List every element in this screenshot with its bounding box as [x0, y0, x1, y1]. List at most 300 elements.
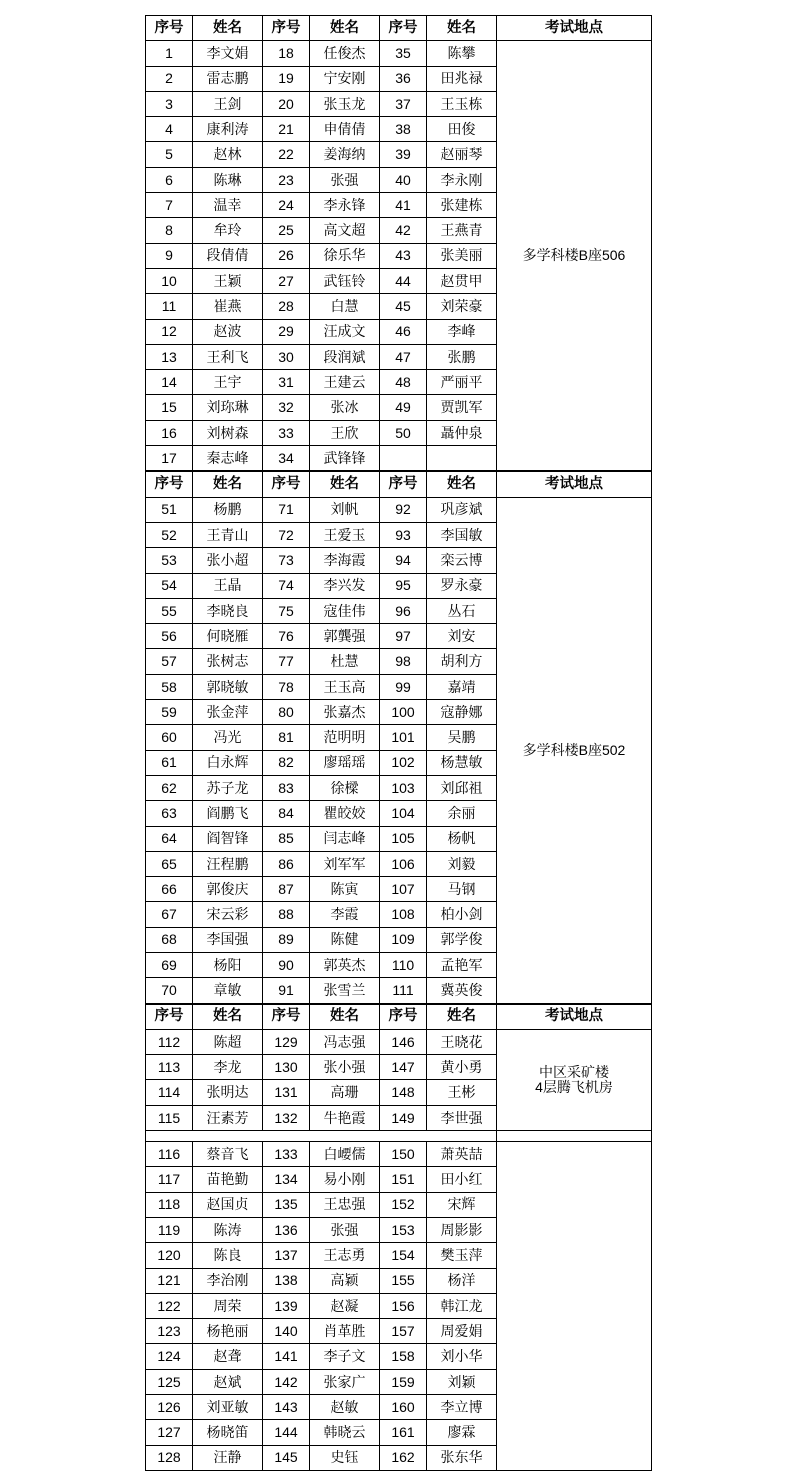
- cell-index: 45: [380, 294, 427, 319]
- cell-index: 78: [263, 674, 310, 699]
- cell-name: [427, 446, 497, 471]
- cell-name: 李永刚: [427, 167, 497, 192]
- cell-index: 155: [380, 1268, 427, 1293]
- cell-name: 杨洋: [427, 1268, 497, 1293]
- cell-index: 26: [263, 243, 310, 268]
- cell-name: 李治刚: [193, 1268, 263, 1293]
- cell-name: 嘉靖: [427, 674, 497, 699]
- cell-index: 131: [263, 1080, 310, 1105]
- cell-index: 134: [263, 1167, 310, 1192]
- cell-index: 69: [146, 952, 193, 977]
- cell-name: 范明明: [310, 725, 380, 750]
- cell-index: 72: [263, 522, 310, 547]
- cell-name: 蔡音飞: [193, 1142, 263, 1167]
- cell-name: 李峰: [427, 319, 497, 344]
- cell-name: 任俊杰: [310, 41, 380, 66]
- cell-name: 张嘉杰: [310, 700, 380, 725]
- cell-index: 120: [146, 1243, 193, 1268]
- cell-index: 136: [263, 1217, 310, 1242]
- cell-index: 105: [380, 826, 427, 851]
- cell-index: 43: [380, 243, 427, 268]
- cell-index: 35: [380, 41, 427, 66]
- cell-index: 119: [146, 1217, 193, 1242]
- cell-name: 雷志鹏: [193, 66, 263, 91]
- cell-name: 李永锋: [310, 193, 380, 218]
- cell-name: 赵国贞: [193, 1192, 263, 1217]
- header-index: 序号: [146, 1004, 193, 1029]
- cell-name: 王志勇: [310, 1243, 380, 1268]
- cell-name: 周荣: [193, 1293, 263, 1318]
- cell-index: [380, 446, 427, 471]
- cell-index: 48: [380, 370, 427, 395]
- cell-index: 122: [146, 1293, 193, 1318]
- cell-index: 133: [263, 1142, 310, 1167]
- cell-index: 103: [380, 775, 427, 800]
- cell-index: 106: [380, 851, 427, 876]
- cell-name: 汪成文: [310, 319, 380, 344]
- cell-name: 寇佳伟: [310, 598, 380, 623]
- cell-index: 90: [263, 952, 310, 977]
- table-row: [146, 41, 652, 66]
- cell-index: 25: [263, 218, 310, 243]
- cell-index: 17: [146, 446, 193, 471]
- cell-name: 冯光: [193, 725, 263, 750]
- cell-name: 刘荣豪: [427, 294, 497, 319]
- cell-index: 34: [263, 446, 310, 471]
- cell-index: 135: [263, 1192, 310, 1217]
- cell-name: 闫志峰: [310, 826, 380, 851]
- cell-index: 156: [380, 1293, 427, 1318]
- cell-index: 57: [146, 649, 193, 674]
- cell-name: 孟艳军: [427, 952, 497, 977]
- cell-index: 138: [263, 1268, 310, 1293]
- cell-name: 李国强: [193, 927, 263, 952]
- cell-name: 马钢: [427, 877, 497, 902]
- cell-name: 王爱玉: [310, 522, 380, 547]
- cell-name: 秦志峰: [193, 446, 263, 471]
- table-row: [146, 1142, 652, 1167]
- cell-index: 147: [380, 1055, 427, 1080]
- spacer-cell: [380, 1131, 427, 1142]
- cell-name: 寇静娜: [427, 700, 497, 725]
- cell-name: 李世强: [427, 1105, 497, 1130]
- cell-index: 93: [380, 522, 427, 547]
- cell-index: 44: [380, 268, 427, 293]
- cell-index: 146: [380, 1029, 427, 1054]
- header-index: 序号: [263, 472, 310, 497]
- cell-index: 108: [380, 902, 427, 927]
- cell-name: 胡利方: [427, 649, 497, 674]
- header-index: 序号: [380, 1004, 427, 1029]
- cell-name: 刘安: [427, 624, 497, 649]
- cell-index: 62: [146, 775, 193, 800]
- cell-name: 陈良: [193, 1243, 263, 1268]
- cell-index: 150: [380, 1142, 427, 1167]
- cell-name: 刘颖: [427, 1369, 497, 1394]
- cell-index: 118: [146, 1192, 193, 1217]
- cell-name: 李兴发: [310, 573, 380, 598]
- spacer-cell: [263, 1131, 310, 1142]
- cell-name: 徐乐华: [310, 243, 380, 268]
- cell-index: 124: [146, 1344, 193, 1369]
- spacer-cell: [193, 1131, 263, 1142]
- header-index: 序号: [146, 472, 193, 497]
- cell-index: 75: [263, 598, 310, 623]
- cell-name: 张鹏: [427, 344, 497, 369]
- cell-name: 刘亚敏: [193, 1395, 263, 1420]
- cell-index: 3: [146, 91, 193, 116]
- cell-index: 104: [380, 801, 427, 826]
- cell-index: 117: [146, 1167, 193, 1192]
- cell-name: 刘军军: [310, 851, 380, 876]
- cell-index: 41: [380, 193, 427, 218]
- cell-name: 段倩倩: [193, 243, 263, 268]
- cell-name: 韩晓云: [310, 1420, 380, 1445]
- cell-name: 张东华: [427, 1445, 497, 1470]
- cell-name: 王燕青: [427, 218, 497, 243]
- cell-index: 109: [380, 927, 427, 952]
- cell-name: 杨阳: [193, 952, 263, 977]
- cell-name: 李立博: [427, 1395, 497, 1420]
- cell-name: 冯志强: [310, 1029, 380, 1054]
- cell-index: 24: [263, 193, 310, 218]
- cell-name: 张玉龙: [310, 91, 380, 116]
- cell-name: 赵聋: [193, 1344, 263, 1369]
- table-header-row: [146, 1004, 652, 1029]
- cell-index: 139: [263, 1293, 310, 1318]
- cell-name: 王玉高: [310, 674, 380, 699]
- cell-index: 158: [380, 1344, 427, 1369]
- cell-index: 66: [146, 877, 193, 902]
- cell-index: 68: [146, 927, 193, 952]
- cell-index: 10: [146, 268, 193, 293]
- cell-index: 112: [146, 1029, 193, 1054]
- cell-name: 崔燕: [193, 294, 263, 319]
- cell-name: 栾云博: [427, 548, 497, 573]
- cell-name: 刘珎琳: [193, 395, 263, 420]
- cell-index: 15: [146, 395, 193, 420]
- cell-index: 49: [380, 395, 427, 420]
- cell-index: 85: [263, 826, 310, 851]
- cell-index: 89: [263, 927, 310, 952]
- cell-name: 廖霖: [427, 1420, 497, 1445]
- cell-index: 111: [380, 978, 427, 1003]
- cell-name: 刘树森: [193, 420, 263, 445]
- cell-index: 102: [380, 750, 427, 775]
- cell-exam-location: [497, 1029, 652, 1130]
- cell-exam-location: [497, 41, 652, 471]
- cell-name: 李晓良: [193, 598, 263, 623]
- cell-index: 84: [263, 801, 310, 826]
- cell-index: 77: [263, 649, 310, 674]
- cell-name: 徐樑: [310, 775, 380, 800]
- cell-name: 吴鹏: [427, 725, 497, 750]
- cell-name: 陈超: [193, 1029, 263, 1054]
- cell-index: 80: [263, 700, 310, 725]
- cell-index: 140: [263, 1319, 310, 1344]
- spacer-cell: [310, 1131, 380, 1142]
- cell-name: 聶仲泉: [427, 420, 497, 445]
- cell-index: 64: [146, 826, 193, 851]
- cell-index: 47: [380, 344, 427, 369]
- cell-name: 田小红: [427, 1167, 497, 1192]
- cell-index: 153: [380, 1217, 427, 1242]
- cell-index: 99: [380, 674, 427, 699]
- cell-name: 李国敏: [427, 522, 497, 547]
- cell-index: 148: [380, 1080, 427, 1105]
- cell-name: 王晓花: [427, 1029, 497, 1054]
- cell-name: 田俊: [427, 117, 497, 142]
- cell-name: 郭英杰: [310, 952, 380, 977]
- cell-name: 李文娟: [193, 41, 263, 66]
- cell-name: 刘帆: [310, 497, 380, 522]
- cell-index: 12: [146, 319, 193, 344]
- cell-index: 9: [146, 243, 193, 268]
- cell-name: 杨晓笛: [193, 1420, 263, 1445]
- cell-name: 丛石: [427, 598, 497, 623]
- cell-name: 牟玲: [193, 218, 263, 243]
- header-name: 姓名: [310, 16, 380, 41]
- cell-name: 贾凯军: [427, 395, 497, 420]
- header-name: 姓名: [193, 1004, 263, 1029]
- cell-name: 段润斌: [310, 344, 380, 369]
- cell-index: 33: [263, 420, 310, 445]
- cell-name: 王颖: [193, 268, 263, 293]
- cell-name: 王青山: [193, 522, 263, 547]
- cell-index: 58: [146, 674, 193, 699]
- cell-name: 王建云: [310, 370, 380, 395]
- cell-index: 88: [263, 902, 310, 927]
- cell-name: 王彬: [427, 1080, 497, 1105]
- cell-name: 樊玉萍: [427, 1243, 497, 1268]
- cell-name: 瞿皎姣: [310, 801, 380, 826]
- cell-index: 13: [146, 344, 193, 369]
- header-name: 姓名: [310, 1004, 380, 1029]
- cell-index: 145: [263, 1445, 310, 1470]
- cell-index: 96: [380, 598, 427, 623]
- cell-name: 姜海纳: [310, 142, 380, 167]
- cell-index: 59: [146, 700, 193, 725]
- cell-index: 98: [380, 649, 427, 674]
- cell-name: 章敏: [193, 978, 263, 1003]
- header-name: 姓名: [427, 472, 497, 497]
- cell-index: 1: [146, 41, 193, 66]
- cell-name: 张美丽: [427, 243, 497, 268]
- cell-index: 143: [263, 1395, 310, 1420]
- cell-name: 王晶: [193, 573, 263, 598]
- cell-name: 廖瑶瑶: [310, 750, 380, 775]
- cell-index: 60: [146, 725, 193, 750]
- header-index: 序号: [380, 472, 427, 497]
- header-index: 序号: [380, 16, 427, 41]
- cell-name: 康利涛: [193, 117, 263, 142]
- cell-index: 52: [146, 522, 193, 547]
- cell-name: 张雪兰: [310, 978, 380, 1003]
- cell-index: 7: [146, 193, 193, 218]
- cell-name: 周影影: [427, 1217, 497, 1242]
- cell-name: 严丽平: [427, 370, 497, 395]
- exam-location-line: 多学科楼B座506: [522, 247, 626, 264]
- cell-name: 苏子龙: [193, 775, 263, 800]
- cell-index: 160: [380, 1395, 427, 1420]
- cell-name: 陈寅: [310, 877, 380, 902]
- table-row: [146, 497, 652, 522]
- cell-name: 柏小剑: [427, 902, 497, 927]
- cell-name: 陈健: [310, 927, 380, 952]
- header-location: 考试地点: [497, 1004, 652, 1029]
- header-index: 序号: [263, 16, 310, 41]
- cell-name: 陈攀: [427, 41, 497, 66]
- cell-name: 张强: [310, 167, 380, 192]
- cell-name: 萧英喆: [427, 1142, 497, 1167]
- cell-name: 周爱娟: [427, 1319, 497, 1344]
- cell-index: 11: [146, 294, 193, 319]
- cell-name: 郭俊庆: [193, 877, 263, 902]
- cell-index: 141: [263, 1344, 310, 1369]
- exam-location-line: 多学科楼B座502: [522, 741, 626, 758]
- cell-name: 张家广: [310, 1369, 380, 1394]
- cell-name: 张建栋: [427, 193, 497, 218]
- cell-index: 39: [380, 142, 427, 167]
- cell-index: 70: [146, 978, 193, 1003]
- cell-index: 53: [146, 548, 193, 573]
- cell-index: 56: [146, 624, 193, 649]
- cell-index: 91: [263, 978, 310, 1003]
- cell-name: 刘小华: [427, 1344, 497, 1369]
- cell-name: 李霞: [310, 902, 380, 927]
- cell-index: 63: [146, 801, 193, 826]
- cell-name: 罗永豪: [427, 573, 497, 598]
- cell-name: 赵斌: [193, 1369, 263, 1394]
- cell-name: 阎智锋: [193, 826, 263, 851]
- cell-name: 李龙: [193, 1055, 263, 1080]
- exam-block-table-2: [145, 471, 652, 1003]
- cell-index: 100: [380, 700, 427, 725]
- cell-index: 54: [146, 573, 193, 598]
- cell-name: 陈涛: [193, 1217, 263, 1242]
- cell-name: 汪素芳: [193, 1105, 263, 1130]
- cell-name: 李子文: [310, 1344, 380, 1369]
- cell-index: 18: [263, 41, 310, 66]
- cell-name: 余丽: [427, 801, 497, 826]
- cell-index: 6: [146, 167, 193, 192]
- cell-name: 王欣: [310, 420, 380, 445]
- cell-index: 23: [263, 167, 310, 192]
- exam-roster-sheet: [145, 15, 651, 1471]
- cell-index: 116: [146, 1142, 193, 1167]
- cell-name: 王宇: [193, 370, 263, 395]
- cell-index: 5: [146, 142, 193, 167]
- cell-name: 高颖: [310, 1268, 380, 1293]
- cell-index: 149: [380, 1105, 427, 1130]
- cell-name: 杨鹏: [193, 497, 263, 522]
- cell-index: 110: [380, 952, 427, 977]
- cell-name: 赵敏: [310, 1395, 380, 1420]
- cell-name: 汪静: [193, 1445, 263, 1470]
- cell-name: 牛艳霞: [310, 1105, 380, 1130]
- cell-name: 阎鹏飞: [193, 801, 263, 826]
- cell-name: 郭晓敏: [193, 674, 263, 699]
- cell-index: 46: [380, 319, 427, 344]
- cell-index: 107: [380, 877, 427, 902]
- cell-name: 王忠强: [310, 1192, 380, 1217]
- cell-index: 132: [263, 1105, 310, 1130]
- cell-index: 2: [146, 66, 193, 91]
- table-header-row: [146, 472, 652, 497]
- cell-index: 30: [263, 344, 310, 369]
- cell-index: 20: [263, 91, 310, 116]
- cell-name: 张冰: [310, 395, 380, 420]
- header-name: 姓名: [310, 472, 380, 497]
- cell-index: 55: [146, 598, 193, 623]
- spacer-cell: [427, 1131, 497, 1142]
- cell-name: 白崾儒: [310, 1142, 380, 1167]
- cell-name: 汪程鹏: [193, 851, 263, 876]
- header-name: 姓名: [193, 16, 263, 41]
- cell-index: 157: [380, 1319, 427, 1344]
- cell-name: 何晓雁: [193, 624, 263, 649]
- table-spacer-row: [146, 1131, 652, 1142]
- cell-index: 73: [263, 548, 310, 573]
- cell-index: 94: [380, 548, 427, 573]
- cell-index: 161: [380, 1420, 427, 1445]
- cell-index: 71: [263, 497, 310, 522]
- cell-name: 张明达: [193, 1080, 263, 1105]
- cell-name: 王剑: [193, 91, 263, 116]
- cell-name: 赵丽琴: [427, 142, 497, 167]
- header-name: 姓名: [193, 472, 263, 497]
- cell-index: 36: [380, 66, 427, 91]
- cell-index: 130: [263, 1055, 310, 1080]
- cell-index: 76: [263, 624, 310, 649]
- cell-index: 67: [146, 902, 193, 927]
- cell-name: 申倩倩: [310, 117, 380, 142]
- cell-name: 肖革胜: [310, 1319, 380, 1344]
- cell-index: 82: [263, 750, 310, 775]
- spacer-cell: [146, 1131, 193, 1142]
- cell-name: 张小超: [193, 548, 263, 573]
- cell-index: 114: [146, 1080, 193, 1105]
- cell-name: 杨艳丽: [193, 1319, 263, 1344]
- header-location: 考试地点: [497, 16, 652, 41]
- cell-name: 高文超: [310, 218, 380, 243]
- cell-index: 16: [146, 420, 193, 445]
- spacer-cell-location: [497, 1131, 652, 1142]
- cell-name: 宁安刚: [310, 66, 380, 91]
- header-location: 考试地点: [497, 472, 652, 497]
- cell-name: 白慧: [310, 294, 380, 319]
- cell-index: 129: [263, 1029, 310, 1054]
- cell-exam-location: [497, 497, 652, 1003]
- cell-index: 32: [263, 395, 310, 420]
- cell-index: 92: [380, 497, 427, 522]
- cell-name: 赵林: [193, 142, 263, 167]
- cell-index: 40: [380, 167, 427, 192]
- cell-index: 51: [146, 497, 193, 522]
- cell-index: 4: [146, 117, 193, 142]
- header-name: 姓名: [427, 16, 497, 41]
- cell-name: 杜慧: [310, 649, 380, 674]
- cell-index: 28: [263, 294, 310, 319]
- cell-index: 31: [263, 370, 310, 395]
- cell-index: 127: [146, 1420, 193, 1445]
- cell-name: 张小强: [310, 1055, 380, 1080]
- cell-index: 125: [146, 1369, 193, 1394]
- cell-name: 张树志: [193, 649, 263, 674]
- cell-name: 冀英俊: [427, 978, 497, 1003]
- cell-name: 赵波: [193, 319, 263, 344]
- cell-index: 162: [380, 1445, 427, 1470]
